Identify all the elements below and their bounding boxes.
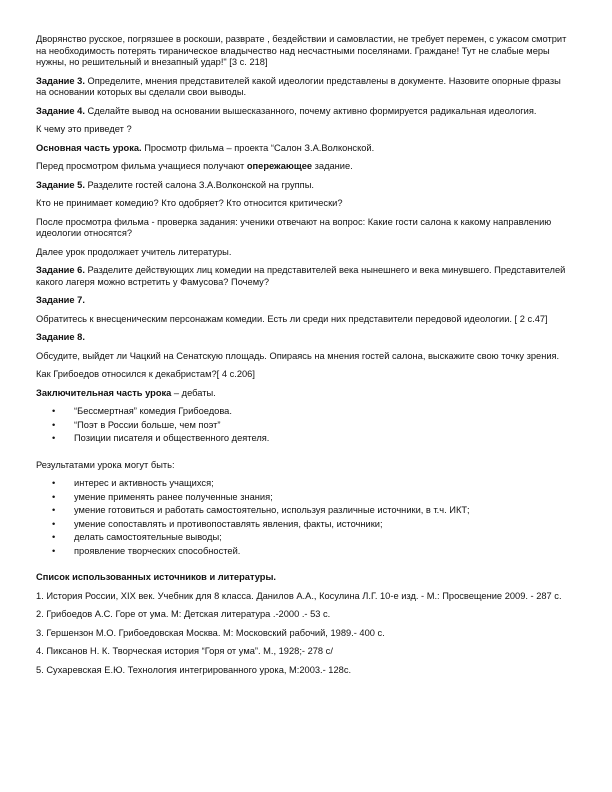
task-7-label [36, 295, 570, 307]
task-3 [36, 76, 570, 99]
list-item [36, 433, 570, 445]
task-4-label: Задание 4. [36, 105, 85, 116]
main-part-text: Просмотр фильма – проекта “Салон З.А.Волконской. [141, 142, 375, 153]
before-view [36, 161, 570, 173]
task-7-label-text: Задание 7. [36, 295, 85, 305]
sources-title-text: Список использованных источников и литературы. [36, 572, 276, 582]
bullet-icon: • [52, 518, 56, 529]
list-item [36, 478, 570, 490]
final-part-text: – дебаты. [171, 387, 216, 398]
before-view-post: задание. [312, 161, 353, 171]
source-item: 3. Гершензон М.О. Грибоедовская Москва. М: Московский рабочий, 1989.- 400 с. [36, 627, 385, 638]
question-result: К чему это приведет ? [36, 124, 132, 134]
list-item-text: Позиции писателя и общественного деятеля. [74, 433, 270, 443]
list-item-text: интерес и активность учащихся; [74, 478, 214, 488]
task-3-label: Задание 3. [36, 75, 85, 86]
list-item [36, 519, 570, 531]
intro-quote: Дворянство русское, погрязшее в роскоши, разврате , бездействии и самовластии, не требует перемен, с ужасом смотрит на необходимость потерять тираническое владычество над несчастными поселянами. Граждане! Тут не слабые меры нужны, но решительный и внезапный удар!" [3 с. 218] [36, 34, 567, 67]
list-item-text: умение сопоставлять и противопоставлять явления, факты, источники; [74, 518, 383, 529]
spacer [36, 564, 570, 572]
task-5-text: Разделите гостей салона З.А.Волконской на группы. [84, 179, 314, 190]
debate-list [36, 406, 570, 445]
bullet-icon: • [52, 406, 56, 416]
list-item-text: делать самостоятельные выводы; [74, 532, 222, 542]
task-8-label-text: Задание 8. [36, 332, 85, 342]
spacer [36, 452, 570, 460]
results-list [36, 478, 570, 557]
list-item [36, 505, 570, 517]
bullet-icon: • [52, 532, 56, 542]
list-item [36, 406, 570, 418]
task-6 [36, 265, 570, 288]
lit-teacher: Далее урок продолжает учитель литературы. [36, 246, 232, 257]
bullet-icon: • [52, 491, 56, 502]
task-8-label [36, 332, 570, 344]
task-5 [36, 180, 570, 192]
list-item-text: умение применять ранее полученные знания; [74, 491, 273, 502]
source-item: 2. Грибоедов А.С. Горе от ума. М: Детская литература .-2000 .- 53 с. [36, 609, 331, 619]
list-item [36, 492, 570, 504]
sources-title [36, 572, 570, 584]
bullet-icon: • [52, 505, 56, 515]
task-5-label: Задание 5. [36, 179, 85, 190]
final-part [36, 388, 570, 400]
task-4-text: Сделайте вывод на основании вышесказанного, почему активно формируется радикальная идеология. [84, 105, 537, 116]
task-6-text: Разделите действующих лиц комедии на представителей века нынешнего и века минувшего. Представителей какого лагеря можно встретить у Фамусова? Почему? [36, 265, 566, 287]
source-item: 1. История России, XIX век. Учебник для 8 класса. Данилов А.А., Косулина Л.Г. 10-е изд. - М.: Просвещение 2009. - 287 с. [36, 590, 562, 601]
before-view-bold: опережающее [246, 161, 313, 171]
griboedov-question: Как Грибоедов относился к декабристам?[ 4 с.206] [36, 369, 255, 379]
list-item [36, 532, 570, 544]
bullet-icon: • [52, 545, 56, 556]
task-6-label: Задание 6. [36, 265, 85, 275]
list-item [36, 420, 570, 432]
after-view: После просмотра фильма - проверка задания: ученики отвечают на вопрос: Какие гости салона к какому направлению идеологии относятся? [36, 216, 552, 238]
bullet-icon: • [52, 433, 56, 443]
list-item-text: “Бессмертная” комедия Грибоедова. [74, 406, 232, 416]
task-3-text: Определите, мнения представителей какой идеологии представлены в документе. Назовите опорные фразы на основании которых вы сделали свои выводы. [36, 75, 561, 97]
list-item-text: “Поэт в России больше, чем поэт” [74, 419, 221, 430]
task-8-text: Обсудите, выйдет ли Чацкий на Сенатскую площадь. Опираясь на мнения гостей салона, выскажите свою точку зрения. [36, 350, 560, 361]
source-item: 4. Пиксанов Н. К. Творческая история “Горя от ума”. М., 1928;- 278 с/ [36, 646, 333, 656]
list-item-text: умение готовиться и работать самостоятельно, используя различные источники, в т.ч. ИКТ; [74, 505, 470, 515]
task-4 [36, 106, 570, 118]
bullet-icon: • [52, 478, 56, 488]
list-item [36, 546, 570, 558]
main-part [36, 143, 570, 155]
task-7-text: Обратитесь к внесценическим персонажам комедии. Есть ли среди них представители передовой идеологии. [ 2 с.47] [36, 313, 548, 324]
list-item-text: проявление творческих способностей. [74, 545, 241, 556]
before-view-pre: Перед просмотром фильма учащиеся получают [36, 161, 247, 171]
main-part-label: Основная часть урока. [36, 142, 142, 153]
who-question: Кто не принимает комедию? Кто одобряет? Кто относится критически? [36, 198, 343, 208]
bullet-icon: • [52, 419, 56, 430]
final-part-label: Заключительная часть урока [36, 387, 172, 398]
results-intro: Результатами урока могут быть: [36, 459, 175, 470]
source-item: 5. Сухаревская Е.Ю. Технология интегрированного урока, М:2003.- 128с. [36, 664, 352, 675]
